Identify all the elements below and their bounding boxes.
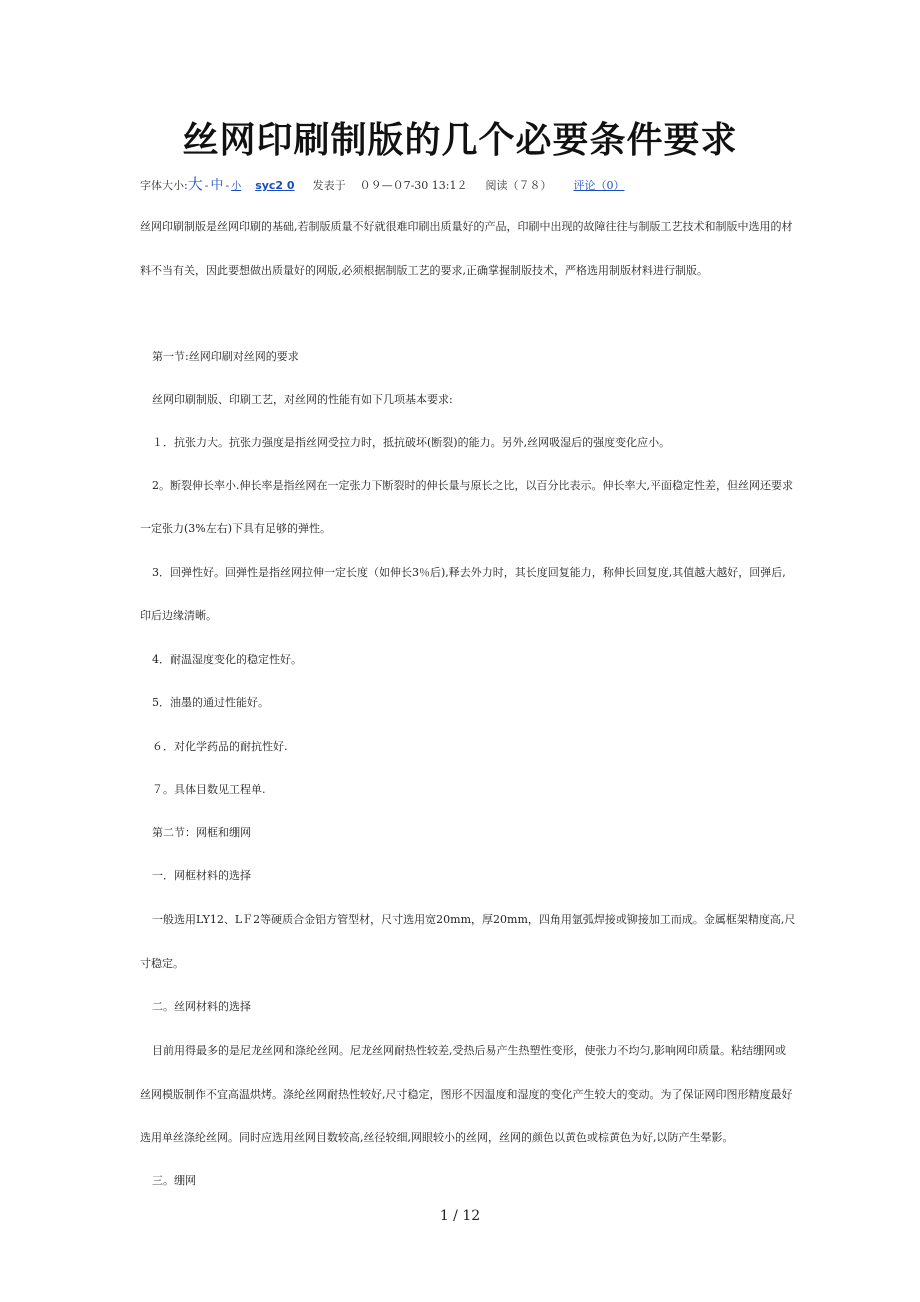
paragraph-line: 一般选用LY12、LＦ2等硬质合金铝方管型材，尺寸选用宽20mm，厚20mm，四角用氩弧焊接或铆接加工而成。金属框架精度高,尺: [152, 913, 796, 926]
list-item: 2。断裂伸长率小.伸长率是指丝网在一定张力下断裂时的伸长量与原长之比，以百分比表示。伸长率大,平面稳定性差，但丝网还要求: [152, 479, 793, 492]
subsection-heading: 三。绷网: [152, 1174, 196, 1187]
font-size-medium-link[interactable]: 中: [210, 178, 224, 193]
document-title: 丝网印刷制版的几个必要条件要求: [182, 120, 738, 161]
font-size-large-link[interactable]: 大: [187, 175, 203, 193]
paragraph-line: 丝网印刷制版、印刷工艺，对丝网的性能有如下几项基本要求:: [152, 393, 453, 406]
list-item: １．抗张力大。抗张力强度是指丝网受拉力时，抵抗破坏(断裂)的能力。另外,丝网吸湿后的强度变化应小。: [152, 436, 671, 449]
paragraph-line: 丝网模版制作不宜高温烘烤。涤纶丝网耐热性较好,尺寸稳定，图形不因温度和湿度的变化产生较大的变动。为了保证网印图形精度最好: [140, 1088, 793, 1101]
paragraph-line: 丝网印刷制版是丝网印刷的基础,若制版质量不好就很难印刷出质量好的产品，印刷中出现的故障往往与制版工艺技术和制版中选用的材: [140, 220, 793, 233]
list-item: ７。具体目数见工程单.: [152, 783, 266, 796]
section-heading: 第一节:丝网印刷对丝网的要求: [152, 350, 299, 363]
paragraph-line: 料不当有关，因此要想做出质量好的网版,必须根据制版工艺的要求,正确掌握制版技术，严格选用制版材料进行制版。: [140, 264, 708, 277]
font-size-separator: -: [204, 179, 209, 192]
list-item: 3．回弹性好。回弹性是指丝网拉伸一定长度（如伸长3％后),释去外力时，其长度回复能力，称伸长回复度,其值越大越好，回弹后,: [152, 566, 786, 579]
paragraph-line: 印后边缘清晰。: [140, 609, 217, 622]
list-item: ６．对化学药品的耐抗性好.: [152, 740, 288, 753]
read-count: 阅读（７８）: [485, 179, 552, 192]
posted-label: 发表于: [312, 179, 346, 192]
subsection-heading: 二。丝网材料的选择: [152, 1000, 251, 1013]
font-size-small-link[interactable]: 小: [231, 181, 242, 192]
subsection-heading: 一．网框材料的选择: [152, 869, 251, 882]
article-meta: [140, 173, 625, 194]
paragraph-line: 目前用得最多的是尼龙丝网和涤纶丝网。尼龙丝网耐热性较差,受热后易产生热塑性变形，使张力不均匀,影响网印质量。粘结绷网或: [152, 1044, 786, 1057]
paragraph-line: 选用单丝涤纶丝网。同时应选用丝网目数较高,丝径较细,网眼较小的丝网，丝网的颜色以黄色或棕黄色为好,以防产生晕影。: [140, 1131, 734, 1144]
list-item: 5．油墨的通过性能好。: [152, 696, 269, 709]
font-size-separator: -: [225, 179, 230, 192]
paragraph-line: 寸稳定。: [140, 957, 184, 970]
section-heading: 第二节：网框和绷网: [152, 826, 251, 839]
author-link[interactable]: syc2 0: [255, 179, 295, 192]
comments-link[interactable]: 评论（0）: [573, 179, 625, 192]
paragraph-line: 一定张力(3%左右)下具有足够的弹性。: [140, 522, 332, 535]
font-size-label: 字体大小:: [140, 179, 188, 192]
list-item: 4．耐温湿度变化的稳定性好。: [152, 653, 302, 666]
page-number: 1 / 12: [439, 1208, 481, 1224]
posted-date: ０９—０7-30 13:1２: [359, 179, 468, 192]
